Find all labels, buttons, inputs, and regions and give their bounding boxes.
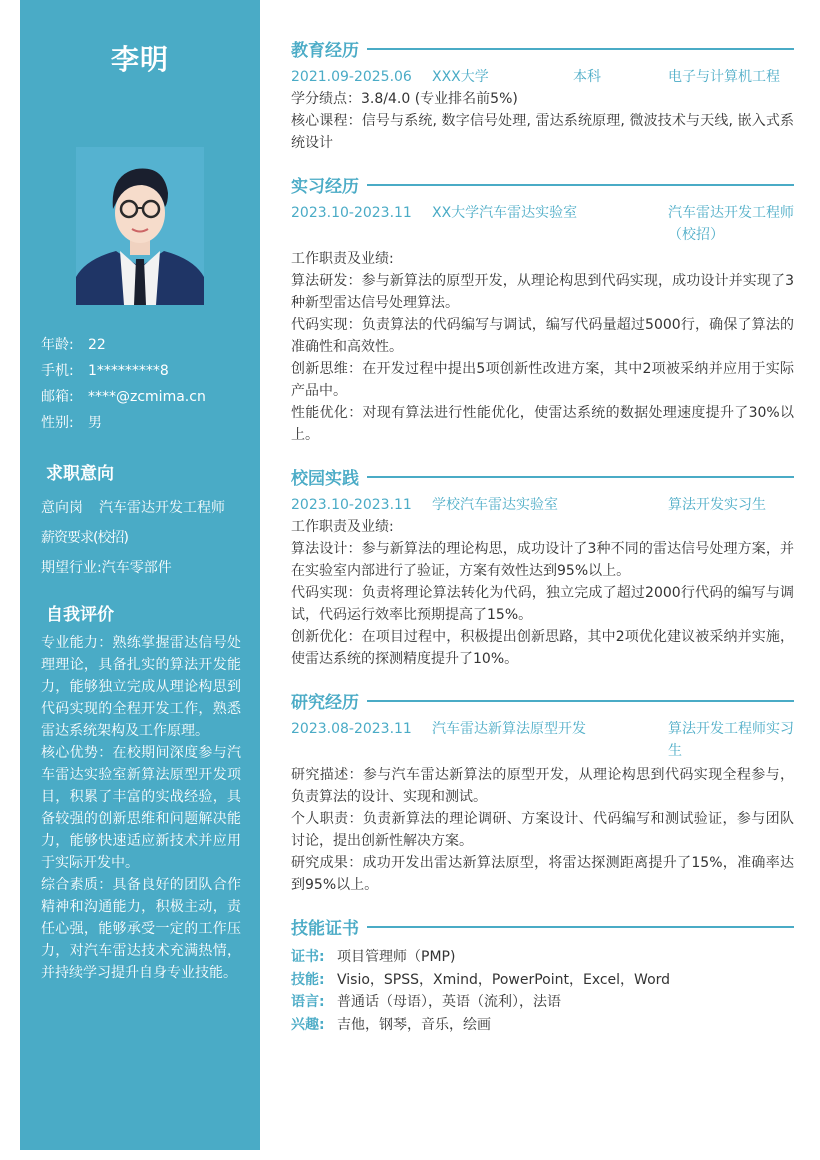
internship-details xyxy=(291,248,794,446)
section-heading xyxy=(291,170,794,198)
detail-line: 算法研发：参与新算法的原型开发，从理论构思到代码实现，成功设计并实现了3种新型雷达信号处理算法。 xyxy=(291,273,794,311)
basic-info xyxy=(41,334,206,438)
section-title: 技能证书 xyxy=(291,918,359,939)
organization: 汽车雷达新算法原型开发 xyxy=(432,721,586,737)
research-meta xyxy=(291,718,794,762)
detail-line: 算法设计：参与新算法的理论构思，成功设计了3种不同的雷达信号处理方案，并在实验室内部进行了验证，方案有效性达到95%以上。 xyxy=(291,541,794,579)
info-label: 性别: xyxy=(41,415,74,431)
info-value: ****@zcmima.cn xyxy=(88,389,206,405)
detail-line: 代码实现：负责算法的代码编写与调试，编写代码量超过5000行，确保了算法的准确性和高效性。 xyxy=(291,317,794,355)
period: 2023.10-2023.11 xyxy=(291,205,412,221)
info-email xyxy=(41,386,206,412)
skill-value: 项目管理师（PMP) xyxy=(337,949,456,965)
intent-position xyxy=(41,497,225,527)
detail-line: 个人职责：负责新算法的理论调研、方案设计、代码编写和测试验证，参与团队讨论，提出创新性解决方案。 xyxy=(291,811,794,849)
intent-industry xyxy=(41,557,225,587)
portrait-icon xyxy=(76,147,204,305)
campus-details xyxy=(291,516,794,670)
organization: 学校汽车雷达实验室 xyxy=(432,497,558,513)
education-meta xyxy=(291,66,794,88)
info-age xyxy=(41,334,206,360)
intent-salary xyxy=(41,527,225,557)
detail-line: 工作职责及业绩: xyxy=(291,251,394,267)
info-gender xyxy=(41,412,206,438)
detail-line: 研究成果：成功开发出雷达新算法原型，将雷达探测距离提升了15%，准确率达到95%以上。 xyxy=(291,855,794,893)
section-title: 校园实践 xyxy=(291,468,359,489)
skill-label: 技能: xyxy=(291,971,325,988)
info-phone xyxy=(41,360,206,386)
detail-line: 创新思维：在开发过程中提出5项创新性改进方案，其中2项被采纳并应用于实际产品中。 xyxy=(291,361,794,399)
role: 算法开发实习生 xyxy=(668,497,766,513)
skill-value: 吉他，钢琴，音乐，绘画 xyxy=(337,1016,491,1033)
section-skills xyxy=(291,912,794,1036)
skill-label: 兴趣: xyxy=(291,1016,325,1033)
section-research xyxy=(291,686,794,896)
skill-row-language xyxy=(291,991,794,1014)
organization: XX大学汽车雷达实验室 xyxy=(432,205,578,221)
skill-row-cert xyxy=(291,946,794,969)
intent-label: 意向岗 xyxy=(41,500,83,516)
skill-value: 普通话（母语），英语（流利），法语 xyxy=(337,994,561,1010)
school: XXX大学 xyxy=(432,69,489,85)
main-content xyxy=(291,34,794,1036)
eval-paragraph: 核心优势：在校期间深度参与汽车雷达实验室新算法原型开发项目，积累了丰富的实战经验，具备较强的创新思维和问题解决能力，能够快速适应新技术并应用于实际开发中。 xyxy=(41,745,241,871)
detail-line: 核心课程：信号与系统, 数字信号处理, 雷达系统原理, 微波技术与天线, 嵌入式系统设计 xyxy=(291,113,794,151)
detail-line: 性能优化：对现有算法进行性能优化，使雷达系统的数据处理速度提升了30%以上。 xyxy=(291,405,794,443)
period: 2023.08-2023.11 xyxy=(291,721,412,737)
period: 2023.10-2023.11 xyxy=(291,497,412,513)
info-label: 年龄: xyxy=(41,337,74,353)
divider xyxy=(367,48,794,50)
campus-meta xyxy=(291,494,794,516)
self-eval-heading: 自我评价 xyxy=(46,605,114,625)
skills-list xyxy=(291,946,794,1036)
period: 2021.09-2025.06 xyxy=(291,69,412,85)
detail-line: 研究描述：参与汽车雷达新算法的原型开发，从理论构思到代码实现全程参与，负责算法的设计、实现和测试。 xyxy=(291,767,794,805)
divider xyxy=(367,700,794,702)
education-details xyxy=(291,88,794,154)
intent-value: 汽车零部件 xyxy=(101,560,172,576)
profile-photo xyxy=(76,147,204,305)
job-intent xyxy=(41,497,225,587)
job-intent-heading: 求职意向 xyxy=(46,464,114,484)
info-value: 22 xyxy=(88,337,106,353)
intent-label: 期望行业: xyxy=(41,560,102,576)
detail-line: 工作职责及业绩: xyxy=(291,519,394,535)
section-heading xyxy=(291,912,794,940)
skill-row-tools xyxy=(291,969,794,992)
divider xyxy=(367,184,794,186)
role: 汽车雷达开发工程师（校招） xyxy=(668,205,794,243)
self-eval xyxy=(41,632,241,984)
section-heading xyxy=(291,34,794,62)
divider xyxy=(367,926,794,928)
info-label: 手机: xyxy=(41,363,74,379)
info-value: 男 xyxy=(88,415,102,431)
detail-line: 创新优化：在项目过程中，积极提出创新思路，其中2项优化建议被采纳并实施，使雷达系统的探测精度提升了10%。 xyxy=(291,629,794,667)
section-heading xyxy=(291,686,794,714)
major: 电子与计算机工程 xyxy=(668,69,780,85)
info-label: 邮箱: xyxy=(41,389,74,405)
section-title: 教育经历 xyxy=(291,40,359,61)
divider xyxy=(367,476,794,478)
section-heading xyxy=(291,462,794,490)
candidate-name: 李明 xyxy=(110,43,169,76)
intent-value: 薪资要求(校招) xyxy=(41,530,128,546)
skill-value: Visio，SPSS，Xmind，PowerPoint，Excel，Word xyxy=(337,971,671,988)
eval-paragraph: 综合素质：具备良好的团队合作精神和沟通能力，积极主动，责任心强，能够承受一定的工作压力，对汽车雷达技术充满热情，并持续学习提升自身专业技能。 xyxy=(41,877,241,981)
detail-line: 代码实现：负责将理论算法转化为代码，独立完成了超过2000行代码的编写与调试，代码运行效率比预期提高了15%。 xyxy=(291,585,794,623)
role: 算法开发工程师实习生 xyxy=(668,721,794,759)
section-title: 实习经历 xyxy=(291,176,359,197)
eval-paragraph: 专业能力：熟练掌握雷达信号处理理论，具备扎实的算法开发能力，能够独立完成从理论构思到代码实现的全程开发工作，熟悉雷达系统架构及工作原理。 xyxy=(41,635,241,739)
internship-meta xyxy=(291,202,794,246)
skill-label: 证书: xyxy=(291,949,325,965)
section-education xyxy=(291,34,794,154)
section-internship xyxy=(291,170,794,446)
degree: 本科 xyxy=(573,69,601,85)
detail-line: 学分绩点：3.8/4.0 (专业排名前5%) xyxy=(291,91,518,107)
research-details xyxy=(291,764,794,896)
skill-row-hobbies xyxy=(291,1014,794,1037)
skill-label: 语言: xyxy=(291,994,325,1010)
section-title: 研究经历 xyxy=(291,692,359,713)
intent-value: 汽车雷达开发工程师 xyxy=(99,500,225,516)
info-value: 1*********8 xyxy=(88,363,169,379)
sidebar xyxy=(20,0,260,1150)
section-campus xyxy=(291,462,794,670)
